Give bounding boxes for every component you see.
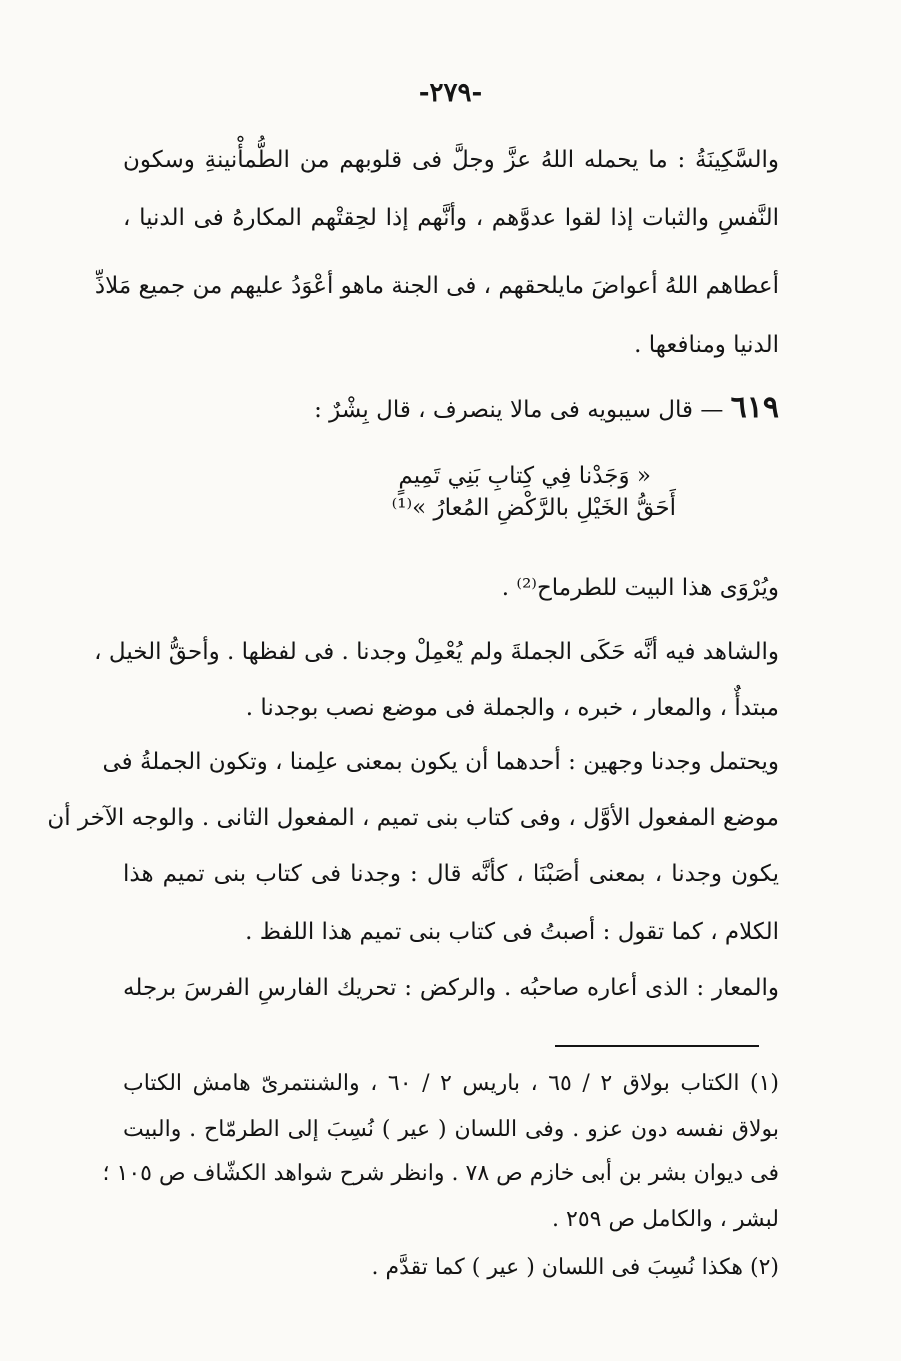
- footnote-line: (١) الكتاب بولاق ٢ / ٦٥ ، باريس ٢ / ٦٠ ، والشنتمرىّ هامش الكتاب: [123, 1071, 779, 1096]
- entry-text: — قال سيبويه فى مالا ينصرف ، قال بِشْرٌ :: [314, 397, 724, 423]
- body-line: والسَّكِينَةُ : ما يحمله اللهُ عزَّ وجلَّ فى قلوبهم من الطُّمأْنينةِ وسكون: [123, 147, 779, 173]
- footnote-line: فى ديوان بشر بن أبى خازم ص ٧٨ . وانظر شرح شواهد الكشّاف ص ١٠٥ ؛: [102, 1161, 779, 1186]
- footnote-line: بولاق نفسه دون عزو . وفى اللسان ( عير ) نُسِبَ إلى الطرمّاح . والبيت: [123, 1117, 779, 1142]
- footnote-line: (٢) هكذا نُسِبَ فى اللسان ( عير ) كما تقدَّم .: [371, 1255, 779, 1280]
- footnote-line: لبشر ، والكامل ص ٢٥٩ .: [552, 1207, 779, 1232]
- verse-hemistich-2: أَحَقُّ الخَيْلِ بالرَّكْضِ المُعارُ »⁽¹⁾: [391, 495, 676, 521]
- entry-heading: [123, 390, 779, 428]
- body-line: موضع المفعول الأوَّل ، وفى كتاب بنى تميم ، المفعول الثانى . والوجه الآخر أن: [47, 805, 779, 831]
- body-line: مبتدأٌ ، والمعار ، خبره ، والجملة فى موضع نصب بوجدنا .: [245, 695, 779, 721]
- entry-number: ٦١٩: [730, 390, 779, 425]
- body-line: والشاهد فيه أنَّه حَكَى الجملةَ ولم يُعْمِلْ وجدنا . فى لفظها . وأحقُّ الخيل ،: [94, 639, 779, 665]
- verse-hemistich-1: « وَجَدْنا فِي كِتابِ بَنِي تَمِيمٍ: [398, 463, 651, 489]
- body-line: أعطاهم اللهُ أعواضَ مايلحقهم ، فى الجنة ماهو أعْوَدُ عليهم من جميع مَلاذِّ: [94, 273, 779, 299]
- body-line: يكون وجدنا ، بمعنى أصَبْنَا ، كأنَّه قال : وجدنا فى كتاب بنى تميم هذا: [123, 861, 779, 887]
- body-line: النَّفسِ والثبات إذا لقوا عدوَّهم ، وأنَّهم إذا لحِقتْهم المكارهُ فى الدنيا ،: [123, 205, 779, 231]
- page-number: -٢٧٩-: [418, 78, 483, 108]
- body-line: ويُرْوَى هذا البيت للطرماح⁽²⁾ .: [501, 575, 779, 601]
- body-line: والمعار : الذى أعاره صاحبُه . والركض : تحريك الفارسِ الفرسَ برجله: [123, 975, 779, 1001]
- footnote-separator: [555, 1045, 759, 1047]
- body-line: ويحتمل وجدنا وجهين : أحدهما أن يكون بمعنى علِمنا ، وتكون الجملةُ فى: [102, 749, 779, 775]
- body-line: الكلام ، كما تقول : أصبتُ فى كتاب بنى تميم هذا اللفظ .: [245, 919, 779, 945]
- body-line: الدنيا ومنافعها .: [634, 332, 779, 358]
